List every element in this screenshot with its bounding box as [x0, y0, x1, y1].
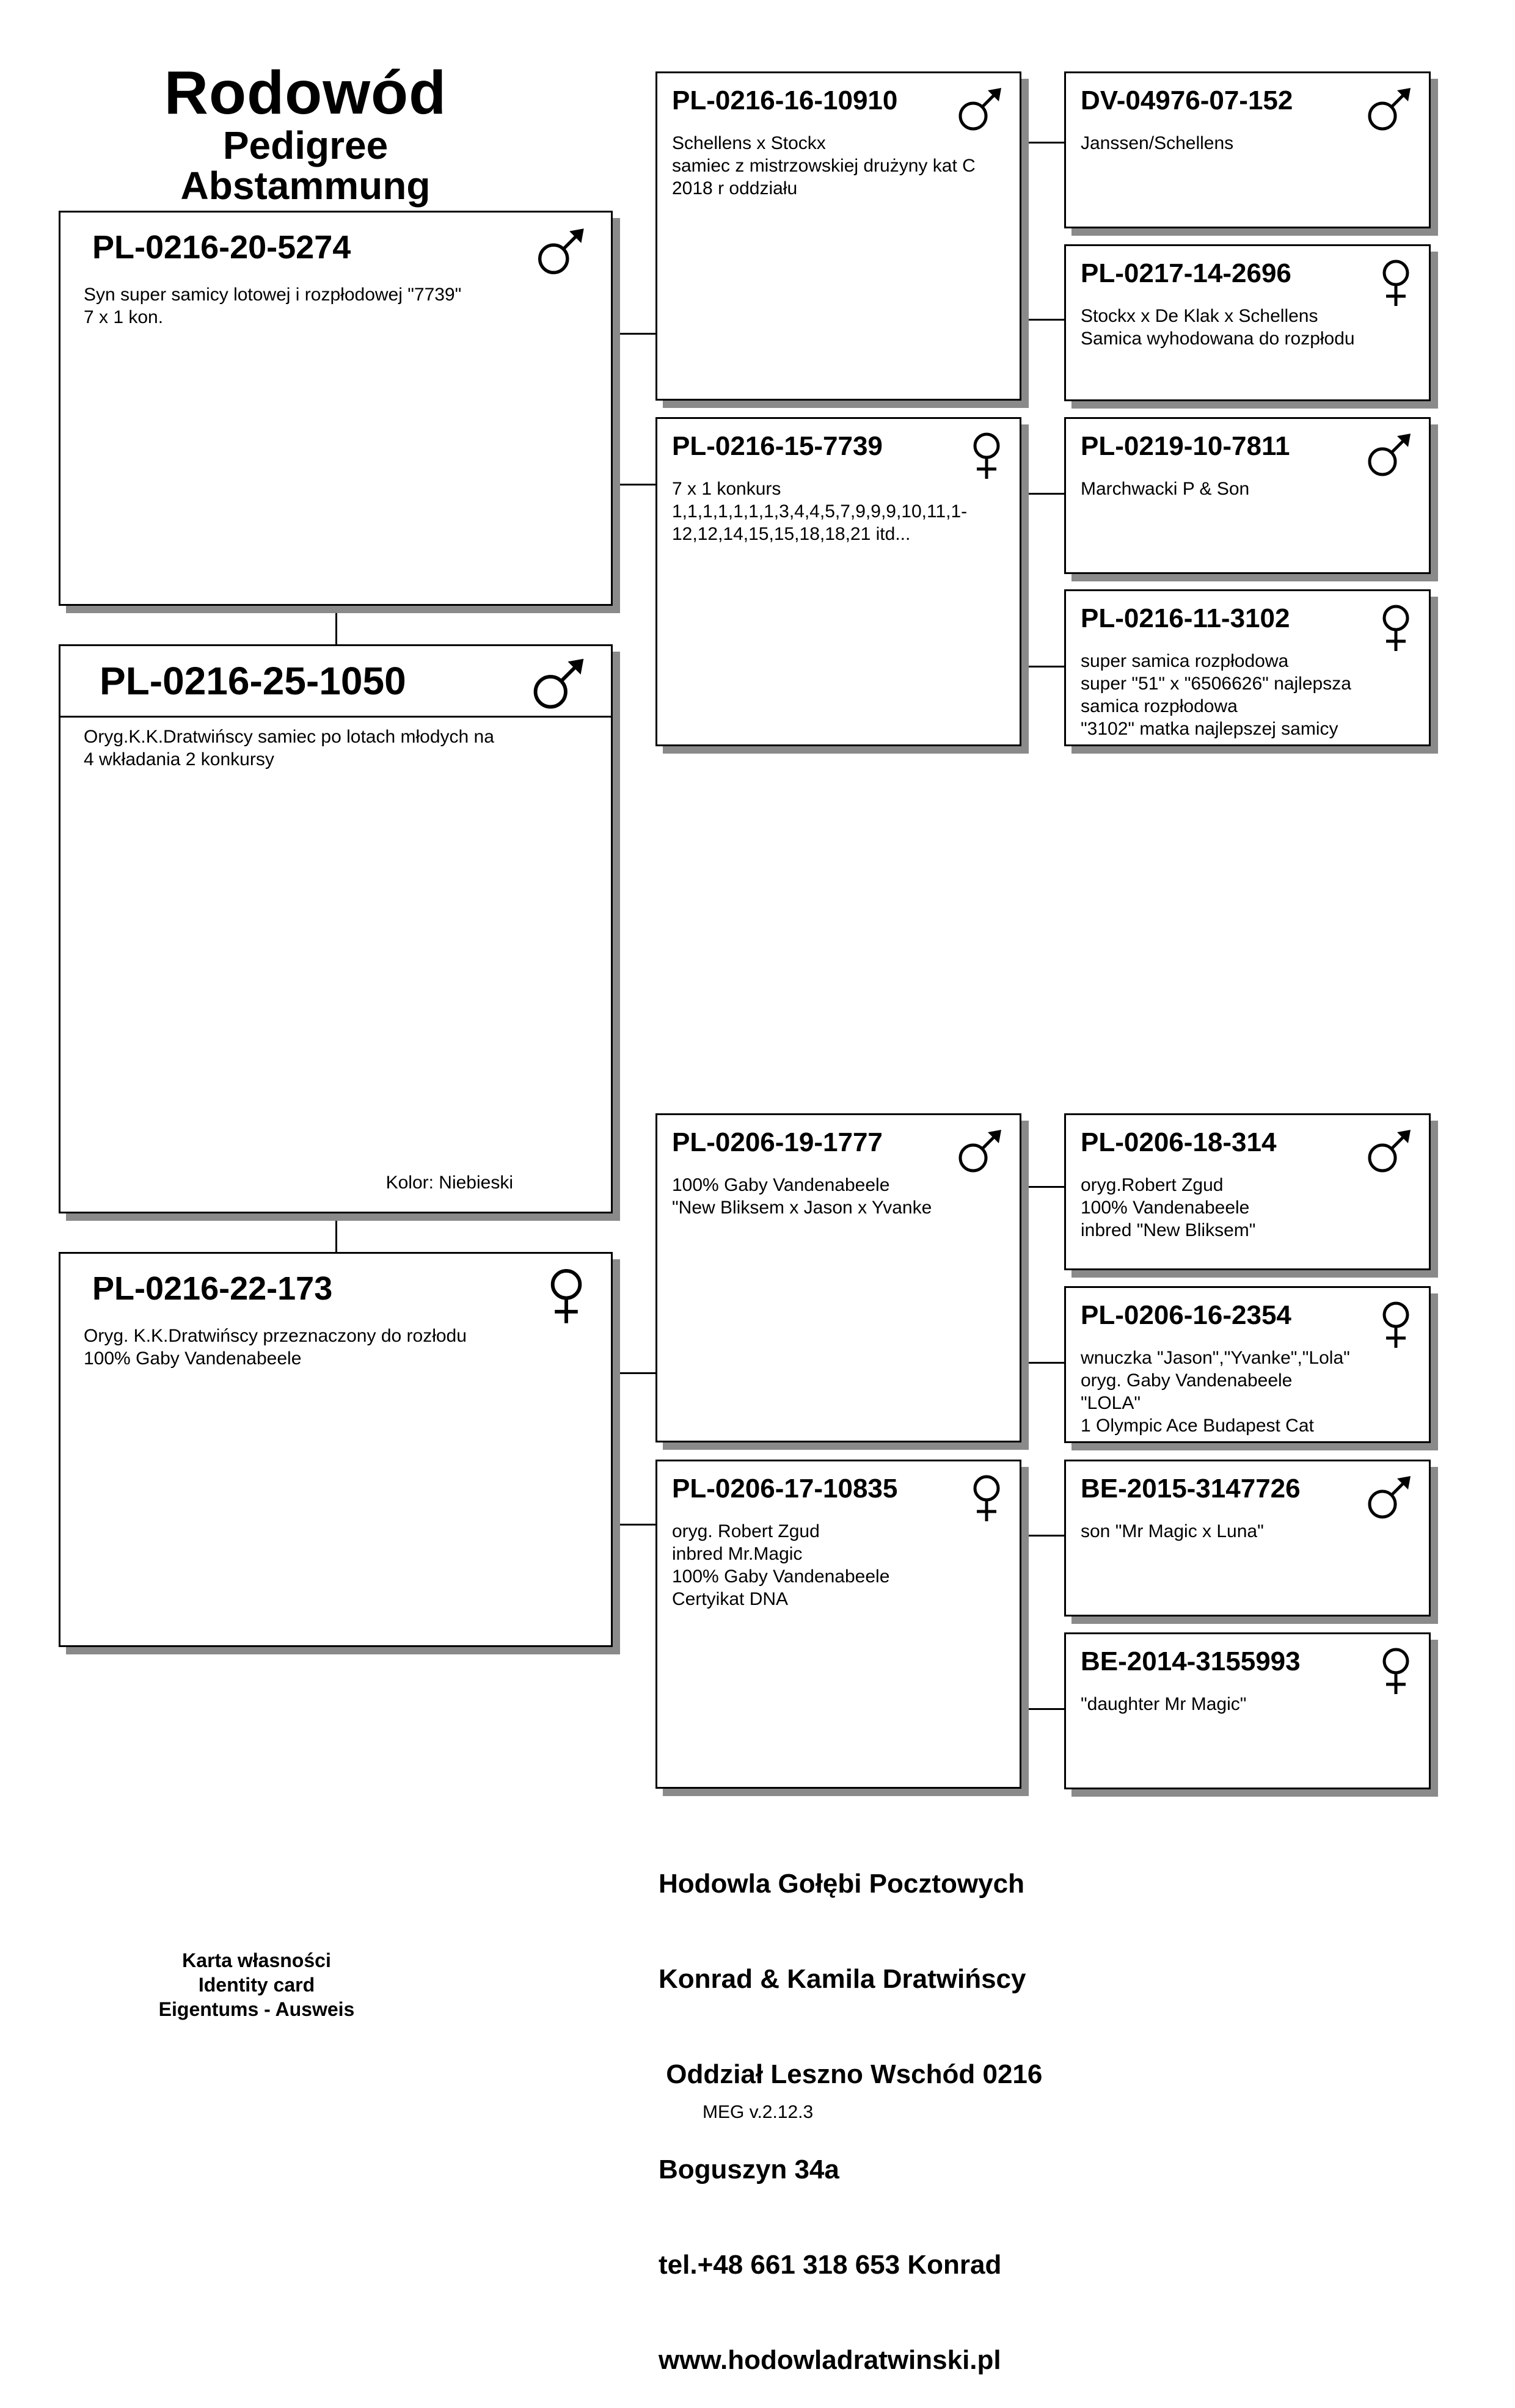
- grandparent-card-2: [655, 417, 1021, 746]
- dam-ring-number: PL-0216-22-173: [92, 1270, 333, 1307]
- subject-ring-number: PL-0216-25-1050: [100, 659, 406, 703]
- identity-card-en: Identity card: [198, 1974, 315, 1996]
- great-grandparent-card-1: [1064, 71, 1431, 228]
- sire-ring-number: PL-0216-20-5274: [92, 229, 351, 266]
- connector-dam-gp4: [612, 1524, 656, 1526]
- great-grandparent-card-2: [1064, 244, 1431, 401]
- connector-dam-gp3: [612, 1372, 656, 1374]
- male-symbol-icon: [1364, 85, 1413, 134]
- great-grandparent-card-5: [1064, 1113, 1431, 1270]
- grandparent-card-4: [655, 1460, 1021, 1789]
- great-grandparent-card-4: [1064, 589, 1431, 746]
- sire-note: Syn super samicy lotowej i rozpłodowej "7739" 7 x 1 kon.: [84, 285, 462, 327]
- grandparent-ring-number: PL-0216-16-10910: [672, 85, 898, 115]
- grandparent-note: oryg. Robert Zgud inbred Mr.Magic 100% Gaby Vandenabeele Certyikat DNA: [672, 1521, 890, 1609]
- grandparent-ring-number: PL-0216-15-7739: [672, 431, 883, 461]
- subject-header-divider: [60, 716, 611, 718]
- grandparent-card-3: [655, 1113, 1021, 1442]
- breeder-line: Hodowla Gołębi Pocztowych: [659, 1869, 1024, 1899]
- great-grandparent-ring-number: BE-2015-3147726: [1081, 1474, 1301, 1504]
- great-grandparent-card-8: [1064, 1632, 1431, 1789]
- male-symbol-icon: [534, 226, 586, 278]
- subject-note: Oryg.K.K.Dratwińscy samiec po lotach młodych na 4 wkładania 2 konkursy: [84, 727, 494, 769]
- dam-note: Oryg. K.K.Dratwińscy przeznaczony do rozłodu 100% Gaby Vandenabeele: [84, 1326, 467, 1369]
- breeder-line: Oddział Leszno Wschód 0216: [659, 2059, 1043, 2089]
- connector-gp2-g3: [1020, 493, 1064, 495]
- female-symbol-icon: [1379, 258, 1413, 307]
- dam-card: [59, 1252, 613, 1647]
- great-grandparent-note: oryg.Robert Zgud 100% Vandenabeele inbred "New Bliksem": [1081, 1175, 1256, 1240]
- pedigree-title-block: [86, 59, 525, 208]
- grandparent-ring-number: PL-0206-19-1777: [672, 1127, 883, 1157]
- great-grandparent-ring-number: PL-0217-14-2696: [1081, 258, 1291, 288]
- identity-card-pl: Karta własności: [182, 1949, 331, 1971]
- title-abstammung: Abstammung: [180, 164, 431, 208]
- subject-card: [59, 644, 613, 1213]
- great-grandparent-ring-number: BE-2014-3155993: [1081, 1646, 1301, 1676]
- female-symbol-icon: [1379, 603, 1413, 652]
- connector-gp2-g4: [1020, 666, 1064, 667]
- breeder-line: Boguszyn 34a: [659, 2155, 839, 2184]
- grandparent-card-1: [655, 71, 1021, 401]
- connector-sire-subject: [335, 605, 337, 645]
- connector-gp1-g2: [1020, 319, 1064, 321]
- connector-gp4-g8: [1020, 1708, 1064, 1710]
- great-grandparent-note: son "Mr Magic x Luna": [1081, 1521, 1264, 1541]
- male-symbol-icon: [955, 1127, 1004, 1176]
- identity-card-label: [141, 1948, 373, 2021]
- version-label: MEG v.2.12.3: [703, 2102, 814, 2122]
- female-symbol-icon: [969, 431, 1004, 480]
- breeder-line: Konrad & Kamila Dratwińscy: [659, 1964, 1026, 1994]
- great-grandparent-note: Marchwacki P & Son: [1081, 479, 1250, 499]
- connector-sire-gp1: [612, 333, 656, 335]
- female-symbol-icon: [1379, 1646, 1413, 1695]
- grandparent-ring-number: PL-0206-17-10835: [672, 1474, 898, 1504]
- female-symbol-icon: [969, 1474, 1004, 1522]
- male-symbol-icon: [1364, 1127, 1413, 1176]
- male-symbol-icon: [1364, 1474, 1413, 1522]
- great-grandparent-ring-number: PL-0206-16-2354: [1081, 1300, 1291, 1330]
- great-grandparent-ring-number: PL-0219-10-7811: [1081, 431, 1290, 461]
- great-grandparent-ring-number: PL-0206-18-314: [1081, 1127, 1277, 1157]
- grandparent-note: Schellens x Stockx samiec z mistrzowskiej drużyny kat C 2018 r oddziału: [672, 133, 976, 198]
- great-grandparent-note: wnuczka "Jason","Yvanke","Lola" oryg. Gaby Vandenabeele "LOLA" 1 Olympic Ace Budapest Cat: [1081, 1348, 1350, 1436]
- great-grandparent-note: "daughter Mr Magic": [1081, 1694, 1247, 1714]
- connector-gp3-g6: [1020, 1362, 1064, 1364]
- female-symbol-icon: [546, 1267, 586, 1325]
- connector-subject-dam: [335, 1212, 337, 1253]
- title-rodowod: Rodowód: [164, 59, 447, 127]
- connector-gp4-g7: [1020, 1535, 1064, 1537]
- sire-card: [59, 211, 613, 606]
- male-symbol-icon: [955, 85, 1004, 134]
- connector-gp3-g5: [1020, 1186, 1064, 1188]
- great-grandparent-ring-number: DV-04976-07-152: [1081, 85, 1293, 115]
- great-grandparent-note: super samica rozpłodowa super "51" x "6506626" najlepsza samica rozpłodowa "3102" matka najlepszej samicy: [1081, 651, 1351, 739]
- great-grandparent-card-3: [1064, 417, 1431, 574]
- great-grandparent-ring-number: PL-0216-11-3102: [1081, 603, 1290, 633]
- male-symbol-icon: [529, 656, 586, 713]
- great-grandparent-card-7: [1064, 1460, 1431, 1617]
- grandparent-note: 7 x 1 konkurs 1,1,1,1,1,1,1,3,4,4,5,7,9,9,9,10,11,1- 12,12,14,15,15,18,18,21 itd...: [672, 479, 968, 544]
- great-grandparent-card-6: [1064, 1286, 1431, 1443]
- connector-sire-gp2: [612, 484, 656, 486]
- title-pedigree: Pedigree: [222, 123, 389, 167]
- great-grandparent-note: Stockx x De Klak x Schellens Samica wyhodowana do rozpłodu: [1081, 306, 1355, 349]
- breeder-website[interactable]: www.hodowladratwinski.pl: [659, 2345, 1001, 2375]
- identity-card-de: Eigentums - Ausweis: [158, 1998, 355, 2020]
- grandparent-note: 100% Gaby Vandenabeele "New Bliksem x Jason x Yvanke: [672, 1175, 932, 1218]
- male-symbol-icon: [1364, 431, 1413, 480]
- subject-color: Kolor: Niebieski: [385, 1173, 513, 1193]
- great-grandparent-note: Janssen/Schellens: [1081, 133, 1234, 153]
- connector-gp1-g1: [1020, 142, 1064, 144]
- breeder-line: tel.+48 661 318 653 Konrad: [659, 2250, 1002, 2280]
- female-symbol-icon: [1379, 1300, 1413, 1349]
